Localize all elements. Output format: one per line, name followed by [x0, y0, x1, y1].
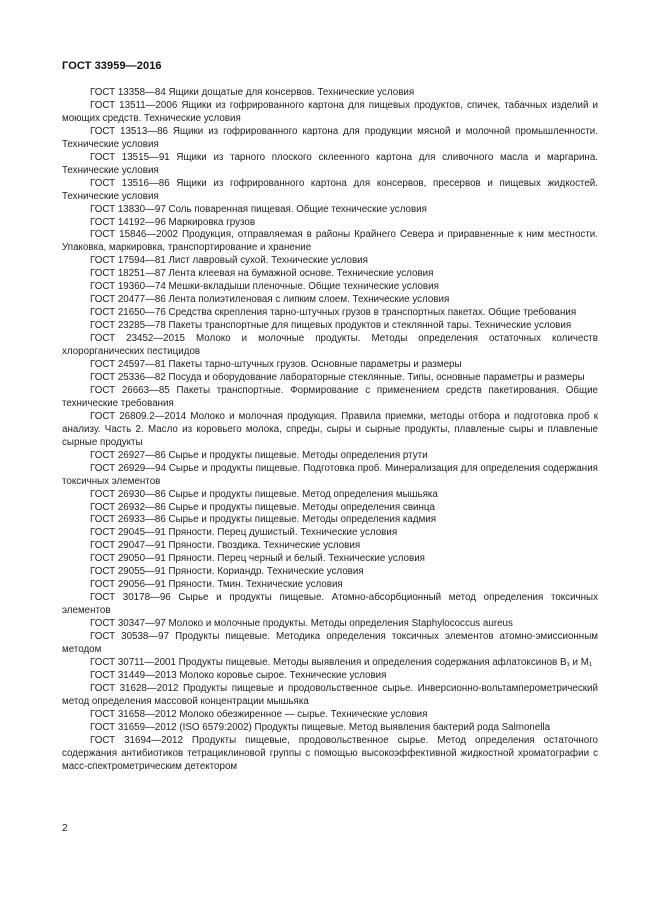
reference-item: ГОСТ 31658—2012 Молоко обезжиренное — сырье. Технические условия: [90, 708, 428, 720]
reference-item: ГОСТ 21650—76 Средства скрепления тарно-штучных грузов в транспортных пакетах. Общие требования: [90, 307, 577, 319]
reference-item: ГОСТ 30711—2001 Продукты пищевые. Методы выявления и определения содержания афлатоксинов B₁ и M₁: [90, 656, 593, 668]
reference-item: ГОСТ 26933—86 Сырье и продукты пищевые. Методы определения кадмия: [90, 514, 437, 526]
reference-item: ГОСТ 19360—74 Мешки-вкладыши пленочные. Общие технические условия: [90, 281, 439, 293]
reference-item: ГОСТ 13516—86 Ящики из гофрированного картона для консервов, пресервов и пищевых жидкостей. Технические условия: [62, 177, 598, 202]
reference-item: ГОСТ 26663—85 Пакеты транспортные. Формирование с применением средств пакетирования. Общие технические требования: [62, 384, 598, 409]
reference-item: ГОСТ 26930—86 Сырье и продукты пищевые. Метод определения мышьяка: [90, 488, 438, 500]
page-number: 2: [62, 823, 68, 834]
reference-item: ГОСТ 30347—97 Молоко и молочные продукты. Методы определения Staphylococcus aureus: [90, 618, 513, 630]
reference-item: ГОСТ 31694—2012 Продукты пищевые, продовольственное сырье. Метод определения остаточного содержания антибиотиков тетрациклиновой группы с помощью высокоэффективной жидкостной хроматографии с масс-спектрометрическим детектором: [62, 734, 598, 772]
reference-item: ГОСТ 18251—87 Лента клеевая на бумажной основе. Технические условия: [90, 268, 434, 280]
reference-item: ГОСТ 29055—91 Пряности. Кориандр. Технические условия: [90, 566, 364, 578]
reference-item: ГОСТ 26927—86 Сырье и продукты пищевые. Методы определения ртути: [90, 449, 428, 461]
document-header: ГОСТ 33959—2016: [62, 60, 162, 72]
reference-item: ГОСТ 25336—82 Посуда и оборудование лабораторные стеклянные. Типы, основные параметры и размеры: [90, 371, 585, 383]
reference-item: ГОСТ 15846—2002 Продукция, отправляемая в районы Крайнего Севера и приравненные к ним местности. Упаковка, маркировка, транспортирование и хранение: [62, 229, 598, 254]
reference-item: ГОСТ 26929—94 Сырье и продукты пищевые. Подготовка проб. Минерализация для определения содержания токсичных элементов: [62, 462, 598, 487]
reference-item: ГОСТ 23452—2015 Молоко и молочные продукты. Методы определения остаточных количеств хлорорганических пестицидов: [62, 333, 598, 358]
reference-item: ГОСТ 30178—96 Сырье и продукты пищевые. Атомно-абсорбционный метод определения токсичных элементов: [62, 592, 598, 617]
reference-item: ГОСТ 23285—78 Пакеты транспортные для пищевых продуктов и стеклянной тары. Технические условия: [90, 320, 572, 332]
reference-item: ГОСТ 31449—2013 Молоко коровье сырое. Технические условия: [90, 669, 387, 681]
reference-item: ГОСТ 13513—86 Ящики из гофрированного картона для продукции мясной и молочной промышленности. Технические условия: [62, 125, 598, 150]
reference-item: ГОСТ 31628—2012 Продукты пищевые и продовольственное сырье. Инверсионно-вольтамперометрический метод определения массовой концентрации мышьяка: [62, 682, 598, 707]
reference-item: ГОСТ 29056—91 Пряности. Тмин. Технические условия: [90, 579, 343, 591]
reference-item: ГОСТ 29050—91 Пряности. Перец черный и белый. Технические условия: [90, 553, 425, 565]
reference-item: ГОСТ 29047—91 Пряности. Гвоздика. Технические условия: [90, 540, 361, 552]
reference-item: ГОСТ 13515—91 Ящики из тарного плоского склеенного картона для сливочного масла и маргарина. Технические условия: [62, 151, 598, 176]
reference-item: ГОСТ 30538—97 Продукты пищевые. Методика определения токсичных элементов атомно-эмиссионным методом: [62, 631, 598, 655]
reference-item: ГОСТ 14192—96 Маркировка грузов: [90, 216, 256, 228]
reference-item: ГОСТ 17594—81 Лист лавровый сухой. Технические условия: [90, 255, 368, 267]
reference-item: ГОСТ 13358—84 Ящики дощатые для консервов. Технические условия: [90, 87, 415, 98]
reference-item: ГОСТ 26932—86 Сырье и продукты пищевые. Методы определения свинца: [90, 501, 435, 513]
reference-item: ГОСТ 29045—91 Пряности. Перец душистый. Технические условия: [90, 527, 398, 539]
reference-item: ГОСТ 24597—81 Пакеты тарно-штучных грузов. Основные параметры и размеры: [90, 359, 462, 371]
reference-item: ГОСТ 31659—2012 (ISO 6579:2002) Продукты пищевые. Метод выявления бактерий рода Salmonella: [90, 721, 551, 733]
reference-item: ГОСТ 26809.2—2014 Молоко и молочная продукция. Правила приемки, методы отбора и подготовка проб к анализу. Часть 2. Масло из коровьего молока, спреды, сыры и сырные продукты, плавленые сыры и плавленые сырные продукты: [62, 410, 598, 448]
reference-item: ГОСТ 13830—97 Соль поваренная пищевая. Общие технические условия: [90, 203, 427, 215]
reference-item: ГОСТ 13511—2006 Ящики из гофрированного картона для пищевых продуктов, спичек, табачных изделий и моющих средств. Технические условия: [62, 99, 598, 124]
reference-item: ГОСТ 20477—86 Лента полиэтиленовая с липким слоем. Технические условия: [90, 294, 450, 306]
reference-list: [62, 87, 598, 774]
